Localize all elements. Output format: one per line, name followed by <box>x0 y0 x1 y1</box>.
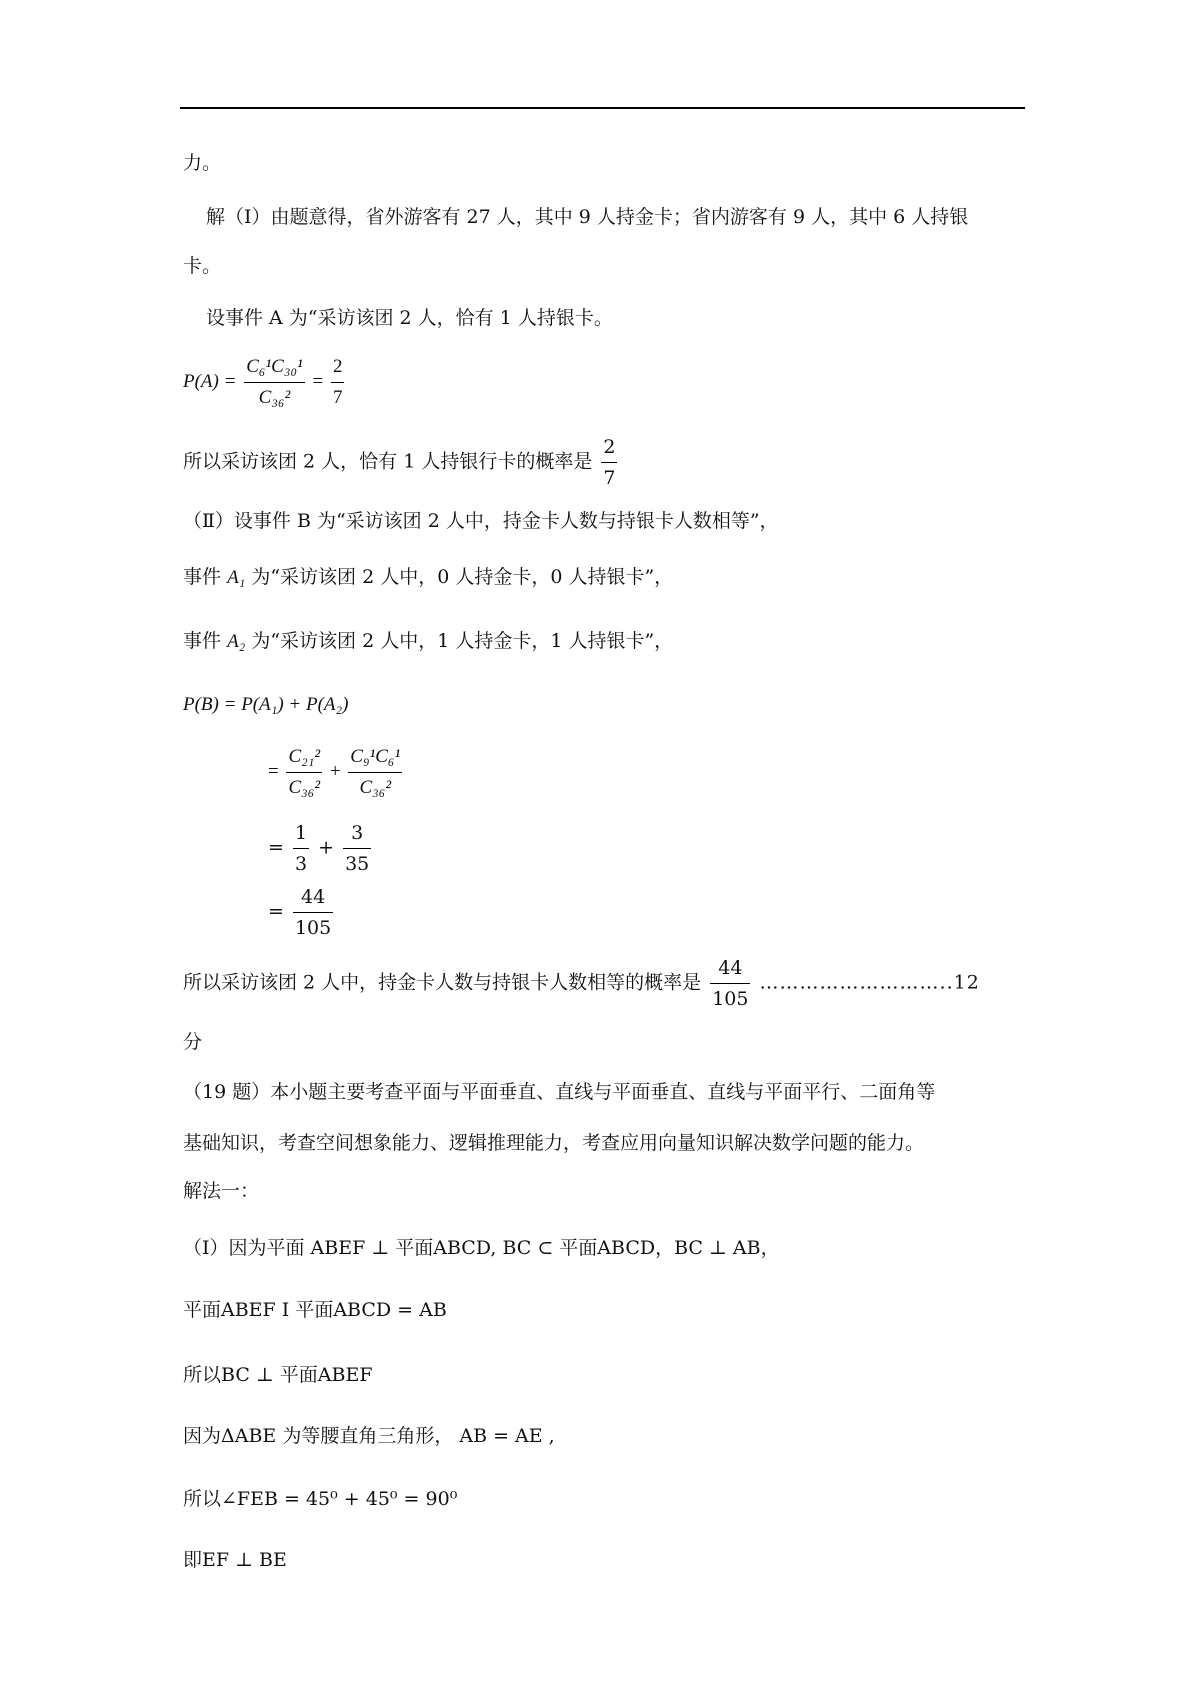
equals-sign: = <box>268 900 284 923</box>
fraction-numerator: C₉¹C₆¹ <box>348 742 402 773</box>
fraction <box>343 818 371 879</box>
text-line: 解（I）由题意得，省外游客有 27 人，其中 9 人持金卡；省内游客有 9 人，其中 6 人持银 <box>206 206 969 228</box>
text-line: （Ⅱ）设事件 B 为“采访该团 2 人中，持金卡人数与持银卡人数相等”， <box>183 510 779 532</box>
fraction-numerator: 3 <box>343 818 371 849</box>
fraction <box>348 742 402 803</box>
fraction-denominator: 35 <box>345 853 370 875</box>
fraction <box>293 818 309 879</box>
fraction <box>331 352 345 413</box>
fraction-numerator: C₆¹C₃₀¹ <box>244 352 305 383</box>
text-line: 分 <box>183 1031 203 1053</box>
fraction-denominator: C₃₆² <box>288 777 321 798</box>
fraction-numerator: 44 <box>293 882 333 913</box>
fraction-numerator: 1 <box>293 818 309 849</box>
fraction <box>244 352 305 413</box>
fraction <box>293 882 333 943</box>
equals-sign: = <box>268 836 284 859</box>
text-line: （Ⅰ）因为平面 ABEF ⊥ 平面ABCD, BC ⊂ 平面ABCD，BC ⊥ AB， <box>183 1237 780 1259</box>
event-symbol: A₁ <box>227 567 246 588</box>
fraction <box>286 742 322 803</box>
score-dots: ………………………..12 <box>759 971 980 994</box>
text-segment: 事件 <box>183 566 222 588</box>
text-line: 设事件 A 为“采访该团 2 人，恰有 1 人持银卡。 <box>206 307 613 329</box>
text-segment: 所以采访该团 2 人，恰有 1 人持银行卡的概率是 <box>183 450 593 473</box>
fraction-denominator: 105 <box>712 988 749 1010</box>
text-line: 平面ABEF I 平面ABCD = AB <box>183 1299 447 1321</box>
fraction-numerator: 2 <box>331 352 345 383</box>
fraction-denominator: 105 <box>294 917 332 939</box>
equals-sign: = <box>268 760 279 782</box>
formula-step <box>268 882 336 943</box>
text-line <box>183 432 620 493</box>
text-line: 力。 <box>183 152 222 174</box>
fraction-denominator: C₃₆² <box>258 387 291 408</box>
text-line: 卡。 <box>183 255 222 277</box>
formula-lhs: P(A) = <box>183 370 237 392</box>
text-line: 因为ΔABE 为等腰直角三角形， AB = AE , <box>183 1425 555 1447</box>
text-line <box>183 628 673 655</box>
plus-sign: + <box>318 836 335 859</box>
plus-sign: + <box>329 760 341 782</box>
fraction-denominator: C₃₆² <box>359 777 392 798</box>
text-line: 基础知识，考查空间想象能力、逻辑推理能力，考查应用向量知识解决数学问题的能力。 <box>183 1132 925 1154</box>
text-line <box>183 564 673 591</box>
event-symbol: A₂ <box>227 631 246 652</box>
fraction-denominator: 7 <box>332 387 343 408</box>
formula-step <box>268 818 374 879</box>
fraction <box>601 432 617 493</box>
formula-pb: P(B) = P(A₁) + P(A₂) <box>183 694 349 715</box>
text-line: 即EF ⊥ BE <box>183 1549 287 1571</box>
formula-step <box>268 742 405 803</box>
fraction-numerator: C₂₁² <box>286 742 322 773</box>
text-segment: 为“采访该团 2 人中，0 人持金卡，0 人持银卡”， <box>251 566 674 588</box>
text-line: 所以∠FEB = 45⁰ + 45⁰ = 90⁰ <box>183 1488 458 1510</box>
fraction-numerator: 2 <box>601 432 617 463</box>
text-line: 所以BC ⊥ 平面ABEF <box>183 1364 373 1386</box>
header-rule <box>180 107 1025 109</box>
formula-pa <box>183 352 347 413</box>
text-segment: 为“采访该团 2 人中，1 人持金卡，1 人持银卡”， <box>251 630 674 652</box>
fraction <box>710 953 750 1014</box>
text-line: （19 题）本小题主要考查平面与平面垂直、直线与平面垂直、直线与平面平行、二面角等 <box>183 1081 936 1103</box>
text-segment: 事件 <box>183 630 222 652</box>
fraction-denominator: 7 <box>603 467 616 489</box>
text-line <box>183 953 980 1014</box>
fraction-numerator: 44 <box>710 953 750 984</box>
text-segment: 所以采访该团 2 人中，持金卡人数与持银卡人数相等的概率是 <box>183 971 702 994</box>
text-line: 解法一： <box>183 1180 260 1202</box>
fraction-denominator: 3 <box>294 853 308 875</box>
equals-sign: = <box>312 370 324 392</box>
